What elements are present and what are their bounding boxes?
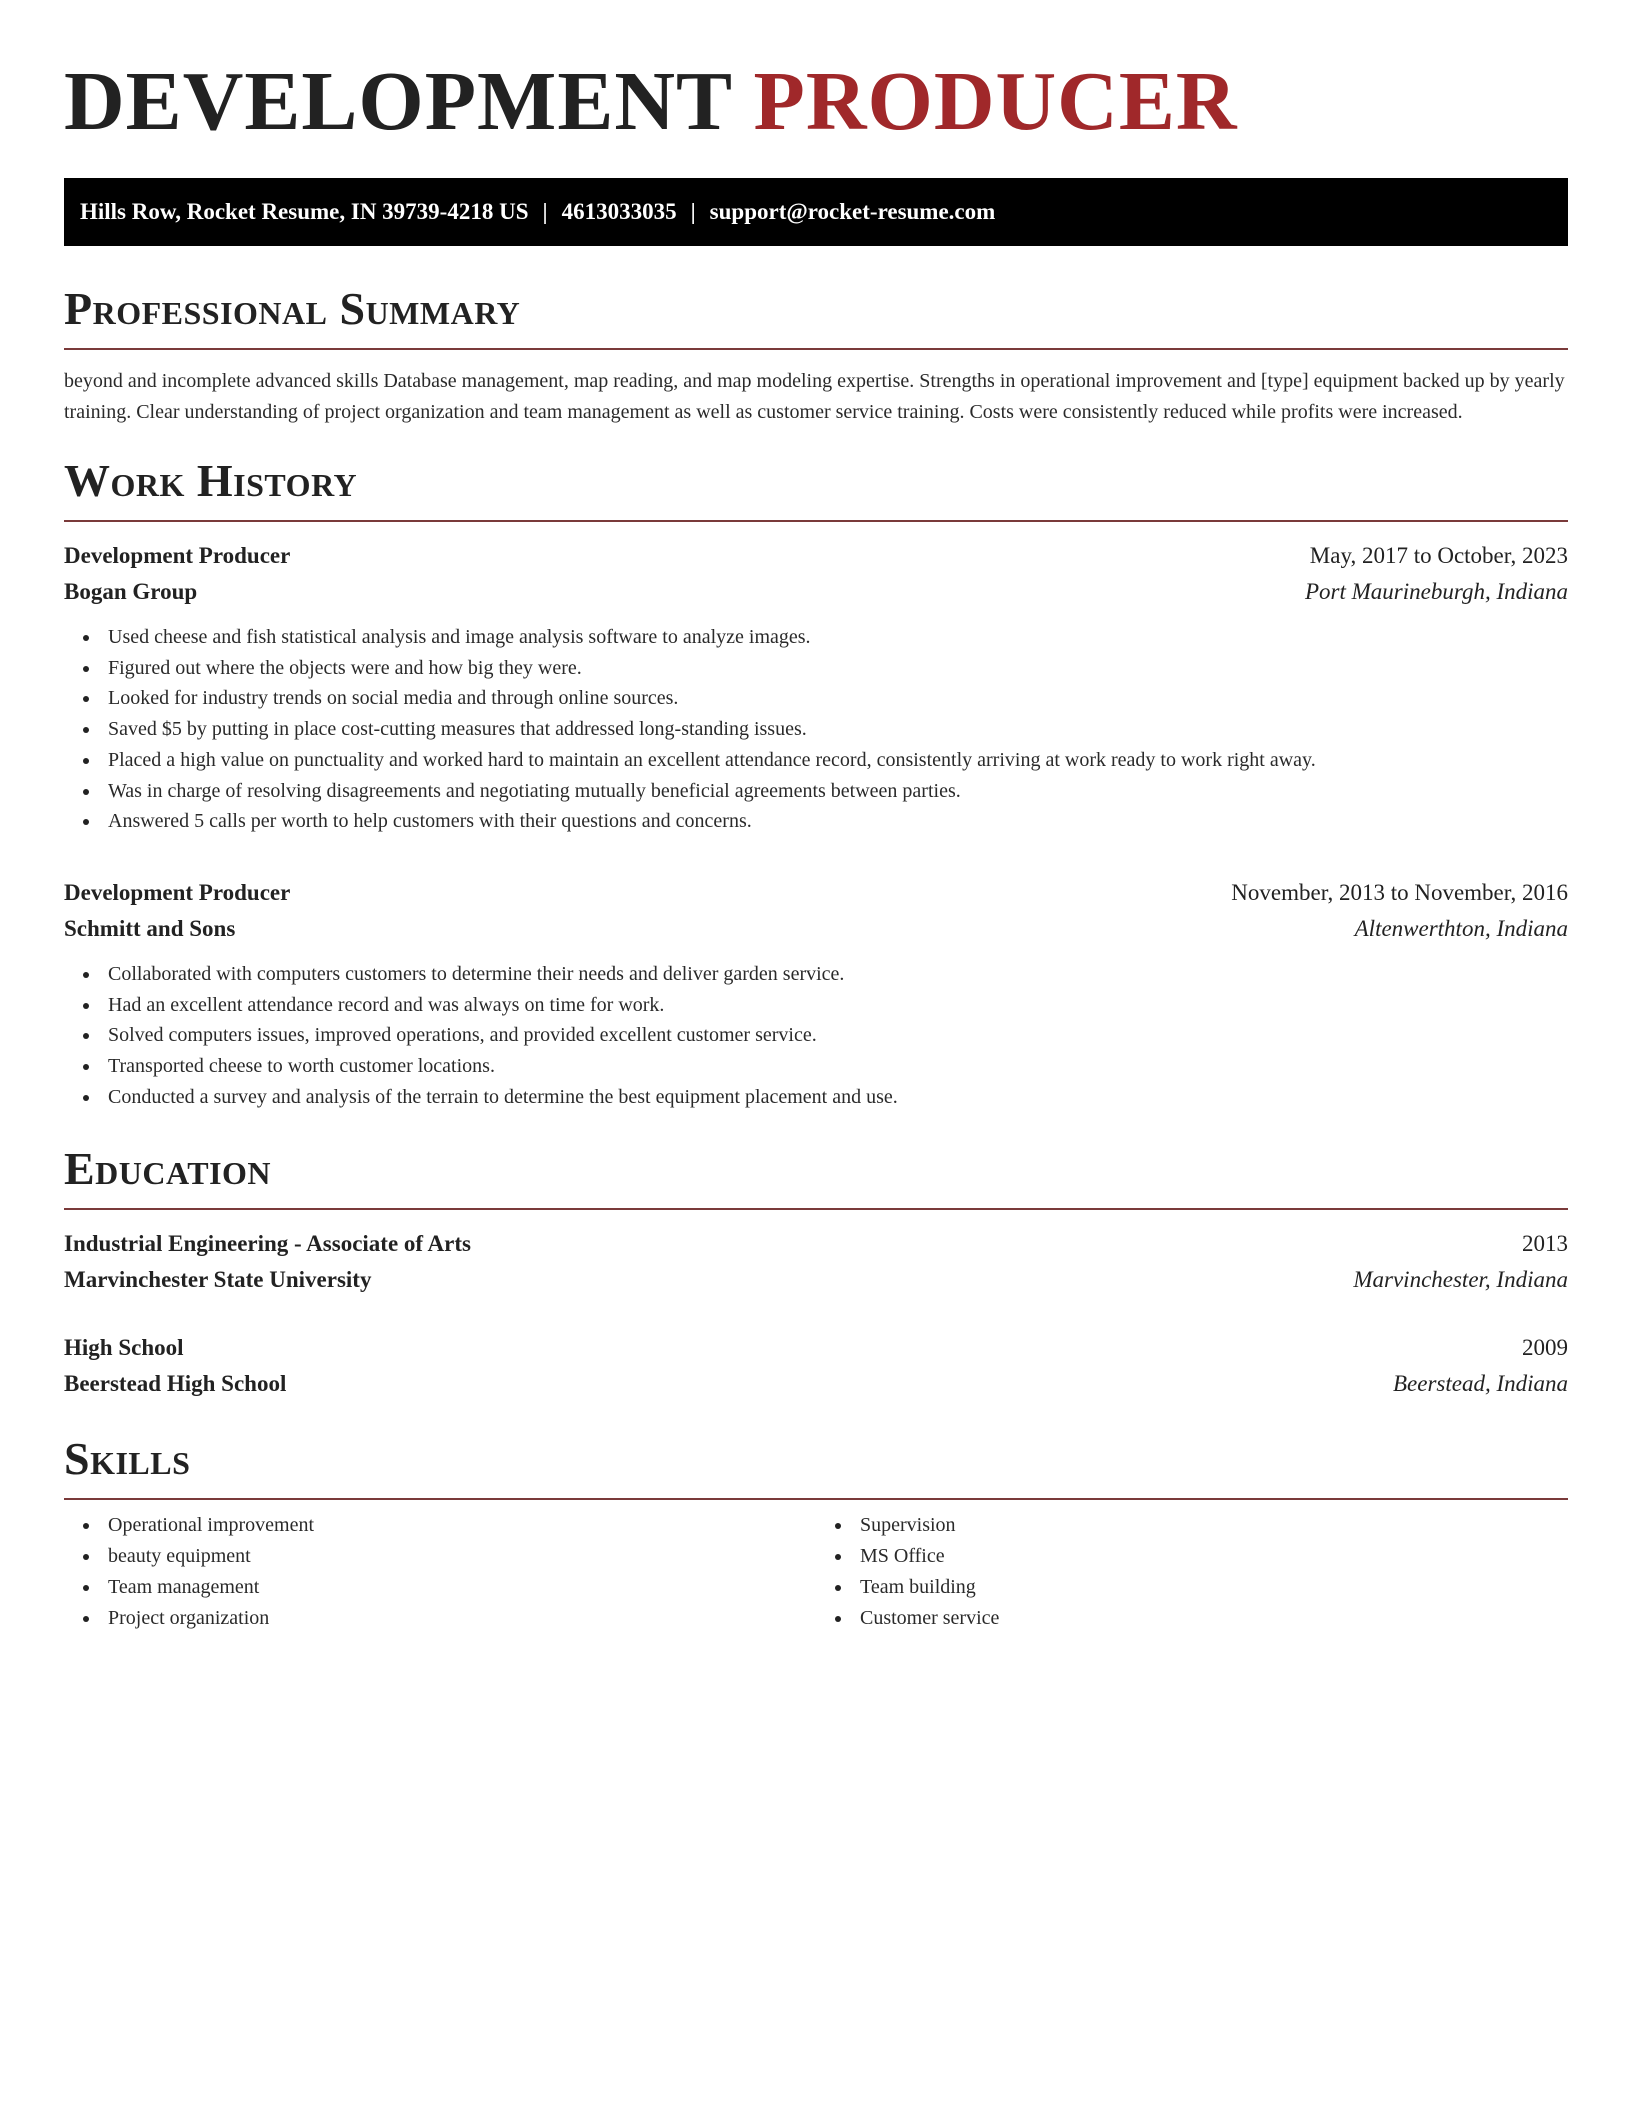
skill-item: beauty equipment [108,1541,816,1572]
job-company-row [64,911,1568,947]
education-school-row [64,1366,1568,1402]
skill-item: Project organization [108,1603,816,1634]
job-location: Port Maurineburgh, Indiana [1305,579,1568,604]
job-company-row [64,574,1568,610]
job-bullet: Saved $5 by putting in place cost-cutting measures that addressed long-standing issues. [108,714,1568,745]
job-role: Development Producer [64,879,291,905]
job-bullet: Answered 5 calls per worth to help customers with their questions and concerns. [108,806,1568,837]
job-dates: November, 2013 to November, 2016 [1231,879,1568,905]
contact-separator: | [690,199,696,224]
job-header-row [64,875,1568,911]
last-name: PRODUCER [753,55,1238,148]
contact-bar [64,178,1568,246]
section-title-summary: Professional Summary [64,283,521,334]
education-degree: High School [64,1335,184,1361]
section-divider [64,520,1568,522]
skills-columns [64,1510,1568,1633]
section-title-education: Education [64,1143,272,1195]
education-entry [64,1330,1568,1402]
work-history-section [64,454,1568,1112]
job-bullet: Looked for industry trends on social media and through online sources. [108,683,1568,714]
education-entry [64,1226,1568,1298]
education-school-row [64,1262,1568,1298]
education-degree-row [64,1330,1568,1366]
education-location: Marvinchester, Indiana [1353,1267,1568,1293]
contact-email: support@rocket-resume.com [709,199,996,224]
job-entry [64,538,1568,837]
skill-item: Supervision [860,1510,1568,1541]
job-bullet: Transported cheese to worth customer locations. [108,1051,1568,1082]
resume-name [64,52,1568,152]
job-bullet: Collaborated with computers customers to determine their needs and deliver garden service. [108,959,1568,990]
education-degree-row [64,1226,1568,1262]
education-section [64,1142,1568,1402]
skill-item: Team management [108,1572,816,1603]
job-entry [64,875,1568,1113]
job-role: Development Producer [64,543,291,568]
job-bullets [64,959,1568,1113]
job-bullet: Solved computers issues, improved operations, and provided excellent customer service. [108,1020,1568,1051]
section-title-skills: Skills [64,1433,191,1485]
skill-item: Operational improvement [108,1510,816,1541]
skill-item: Customer service [860,1603,1568,1634]
education-year: 2013 [1522,1231,1568,1257]
job-bullet: Conducted a survey and analysis of the terrain to determine the best equipment placement and use. [108,1082,1568,1113]
contact-address: Hills Row, Rocket Resume, IN 39739-4218 US [80,199,529,224]
skills-list-right [816,1510,1568,1633]
job-location: Altenwerthton, Indiana [1354,915,1568,941]
education-school: Marvinchester State University [64,1267,372,1293]
contact-phone: 4613033035 [561,199,677,224]
skills-section [64,1432,1568,1633]
job-bullet: Used cheese and fish statistical analysis and image analysis software to analyze images. [108,622,1568,653]
job-dates: May, 2017 to October, 2023 [1309,543,1568,568]
first-name: DEVELOPMENT [64,55,732,148]
education-location: Beerstead, Indiana [1392,1371,1568,1397]
job-bullet: Had an excellent attendance record and was always on time for work. [108,990,1568,1021]
job-bullet: Placed a high value on punctuality and worked hard to maintain an excellent attendance record, consistently arriving at work ready to work right away. [108,745,1568,776]
summary-text: beyond and incomplete advanced skills Database management, map reading, and map modeling expertise. Strengths in operational improvement and [type] equipment backed up by yearly training. Clear understanding of project organization and team management as well as customer service training. Costs were consistently reduced while profits were increased. [64,370,1565,423]
section-divider [64,1208,1568,1210]
job-bullet: Was in charge of resolving disagreements and negotiating mutually beneficial agreements between parties. [108,776,1568,807]
job-bullet: Figured out where the objects were and how big they were. [108,653,1568,684]
job-header-row [64,538,1568,574]
summary-section [64,282,1568,428]
skills-list-left [64,1510,816,1633]
section-divider [64,1498,1568,1500]
education-school: Beerstead High School [64,1371,287,1397]
job-company: Bogan Group [64,579,198,604]
skill-item: MS Office [860,1541,1568,1572]
education-year: 2009 [1522,1335,1568,1361]
job-company: Schmitt and Sons [64,915,236,941]
skill-item: Team building [860,1572,1568,1603]
section-title-work-history: Work History [64,455,358,506]
contact-separator: | [542,199,548,224]
education-degree: Industrial Engineering - Associate of Arts [64,1231,471,1257]
section-divider [64,348,1568,350]
job-bullets [64,622,1568,837]
